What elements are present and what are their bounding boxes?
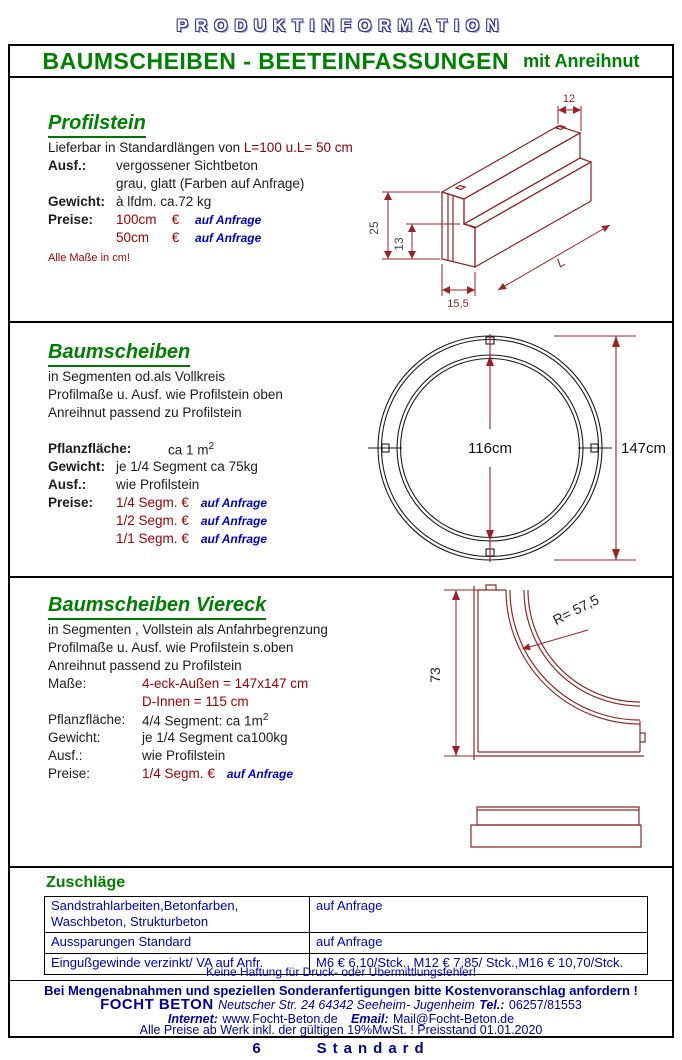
profilstein-intro-red: L=100 u.L= 50 cm bbox=[243, 140, 353, 155]
preise-label: Preise: bbox=[48, 766, 91, 781]
profilstein-drawing bbox=[360, 84, 682, 314]
price-note: auf Anfrage bbox=[200, 514, 268, 528]
dim-height: 25 bbox=[367, 221, 381, 235]
content-frame bbox=[8, 44, 674, 1038]
desc-line: Profilmaße u. Ausf. wie Profilstein s.oben bbox=[48, 640, 294, 655]
ausf-value: wie Profilstein bbox=[116, 477, 200, 492]
pflanz-value-text: 4/4 Segment: ca 1m bbox=[142, 713, 263, 729]
section-profilstein bbox=[10, 78, 672, 323]
baumscheiben-drawing bbox=[358, 325, 680, 570]
profilstein-intro-plain: Lieferbar in Standardlängen von bbox=[48, 140, 241, 155]
desc-line: in Segmenten , Vollstein als Anfahrbegrenzung bbox=[48, 622, 328, 637]
baumscheiben-title: Baumscheiben bbox=[48, 341, 190, 367]
email-address: Mail@Focht-Beton.de bbox=[393, 1012, 515, 1026]
profilstein-intro bbox=[48, 140, 353, 155]
pflanz-label: Pflanzfläche: bbox=[48, 441, 132, 456]
table-cell-desc: Aussparungen Standard bbox=[45, 932, 309, 953]
dim-step-height: 13 bbox=[392, 237, 406, 251]
euro-symbol: € bbox=[181, 495, 189, 510]
table-cell-desc: Eingußgewinde verzinkt/ VA auf Anfr. bbox=[45, 953, 309, 974]
price-note: auf Anfrage bbox=[195, 231, 262, 245]
price-row bbox=[116, 531, 267, 546]
ausf-value-2: grau, glatt (Farben auf Anfrage) bbox=[116, 176, 305, 191]
price-size: 100cm bbox=[116, 212, 157, 227]
pflanz-value bbox=[142, 712, 268, 729]
price-note: auf Anfrage bbox=[195, 213, 262, 227]
footer-request-line: Bei Mengenabnahmen und speziellen Sonderanfertigungen bitte Kostenvoranschlag anfordern ! bbox=[44, 983, 638, 998]
ausf-value-1: vergossener Sichtbeton bbox=[116, 158, 258, 173]
profilstein-title: Profilstein bbox=[48, 112, 146, 138]
zuschlaege-title: Zuschläge bbox=[46, 874, 126, 891]
pflanz-value-text: ca 1 m bbox=[168, 442, 209, 458]
pflanz-sup: 2 bbox=[208, 441, 215, 452]
price-item: 1/1 Segm. bbox=[116, 531, 178, 546]
euro-symbol: € bbox=[207, 766, 215, 781]
table-cell-desc bbox=[45, 897, 309, 932]
pflanz-label: Pflanzfläche: bbox=[48, 712, 126, 727]
table-cell-price: auf Anfrage bbox=[309, 932, 647, 953]
pflanz-sup: 2 bbox=[262, 712, 269, 723]
price-note: auf Anfrage bbox=[200, 532, 268, 546]
table-desc-line: Sandstrahlarbeiten,Betonfarben, bbox=[51, 898, 239, 913]
table-cell-price: M6 € 6,10/Stck., M12 € 7,85/ Stck.,M16 € 10,70/Stck. bbox=[309, 953, 647, 974]
table-cell-price: auf Anfrage bbox=[309, 897, 647, 932]
dim-length: L bbox=[553, 253, 568, 271]
pflanz-value bbox=[168, 441, 214, 458]
page-footer bbox=[0, 1040, 682, 1057]
units-note: Alle Maße in cm! bbox=[48, 252, 130, 264]
desc-line: Anreihnut passend zu Profilstein bbox=[48, 658, 242, 673]
doc-title: PRODUKTINFORMATION bbox=[176, 16, 506, 35]
viereck-title: Baumscheiben Viereck bbox=[48, 594, 266, 620]
preise-label: Preise: bbox=[48, 495, 94, 510]
price-size: 50cm bbox=[116, 230, 150, 245]
masse-label: Maße: bbox=[48, 676, 87, 691]
price-row bbox=[116, 212, 261, 227]
section-baumscheiben bbox=[10, 323, 672, 578]
price-item: 1/4 Segm. bbox=[142, 766, 204, 781]
page-label: Standard bbox=[316, 1040, 430, 1057]
ausf-label: Ausf.: bbox=[48, 748, 83, 763]
price-note: auf Anfrage bbox=[200, 496, 268, 510]
price-row bbox=[142, 766, 293, 781]
euro-symbol: € bbox=[171, 230, 180, 245]
header-band bbox=[10, 46, 672, 78]
euro-symbol: € bbox=[171, 212, 180, 227]
price-item: 1/4 Segm. bbox=[116, 495, 178, 510]
tel-label: Tel.: bbox=[479, 998, 505, 1012]
header-title: BAUMSCHEIBEN - BEETEINFASSUNGEN bbox=[42, 47, 510, 74]
gewicht-value: je 1/4 Segment ca100kg bbox=[142, 730, 288, 745]
dim-top-width: 12 bbox=[562, 93, 576, 105]
dim-inner-diameter: 116cm bbox=[468, 440, 512, 457]
euro-symbol: € bbox=[181, 531, 189, 546]
gewicht-label: Gewicht: bbox=[48, 194, 106, 209]
section-zuschlaege bbox=[10, 868, 672, 1037]
desc-line: in Segmenten od.als Vollkreis bbox=[48, 369, 226, 384]
masse-value-1: 4-eck-Außen = 147x147 cm bbox=[142, 676, 309, 691]
ausf-value: wie Profilstein bbox=[142, 748, 226, 763]
website-url: www.Focht-Beton.de bbox=[222, 1012, 338, 1026]
price-row bbox=[116, 495, 267, 510]
gewicht-value: à lfdm. ca.72 kg bbox=[116, 194, 212, 209]
price-row bbox=[116, 513, 267, 528]
email-label: Email: bbox=[351, 1012, 389, 1026]
price-item: 1/2 Segm. bbox=[116, 513, 178, 528]
ausf-label: Ausf.: bbox=[48, 477, 87, 492]
company-brand: FOCHT BETON bbox=[100, 996, 214, 1013]
gewicht-value: je 1/4 Segment ca 75kg bbox=[116, 459, 258, 474]
page-number: 6 bbox=[252, 1040, 261, 1057]
footer-divider bbox=[10, 980, 672, 981]
price-row bbox=[116, 230, 261, 245]
euro-symbol: € bbox=[181, 513, 189, 528]
masse-value-2: D-Innen = 115 cm bbox=[142, 694, 249, 709]
gewicht-label: Gewicht: bbox=[48, 459, 106, 474]
dim-radius: R= 57,5 bbox=[550, 591, 602, 628]
zuschlaege-table bbox=[44, 896, 648, 975]
footer-vat-line: Alle Preise ab Werk inkl. der gültigen 19%MwSt. ! Preisstand 01.01.2020 bbox=[139, 1023, 543, 1037]
dim-base-width: 15,5 bbox=[447, 298, 469, 310]
section-viereck bbox=[10, 578, 672, 868]
desc-line: Profilmaße u. Ausf. wie Profilstein oben bbox=[48, 387, 283, 402]
tel-number: 06257/81553 bbox=[508, 998, 582, 1012]
company-address: Neutscher Str. 24 64342 Seeheim- Jugenheim bbox=[218, 998, 475, 1012]
disclaimer: Keine Haftung für Druck- oder Übermittlungsfehler! bbox=[205, 965, 477, 979]
price-note: auf Anfrage bbox=[226, 767, 294, 781]
desc-line: Anreihnut passend zu Profilstein bbox=[48, 405, 242, 420]
internet-label: Internet: bbox=[167, 1012, 218, 1026]
preise-label: Preise: bbox=[48, 212, 94, 227]
gewicht-label: Gewicht: bbox=[48, 730, 101, 745]
dim-outer-diameter: 147cm bbox=[621, 440, 667, 457]
header-suffix: mit Anreihnut bbox=[523, 50, 640, 71]
dim-edge: 73 bbox=[427, 667, 443, 683]
table-desc-line: Waschbeton, Strukturbeton bbox=[51, 914, 209, 929]
ausf-label: Ausf.: bbox=[48, 158, 87, 173]
viereck-drawing bbox=[382, 578, 682, 866]
